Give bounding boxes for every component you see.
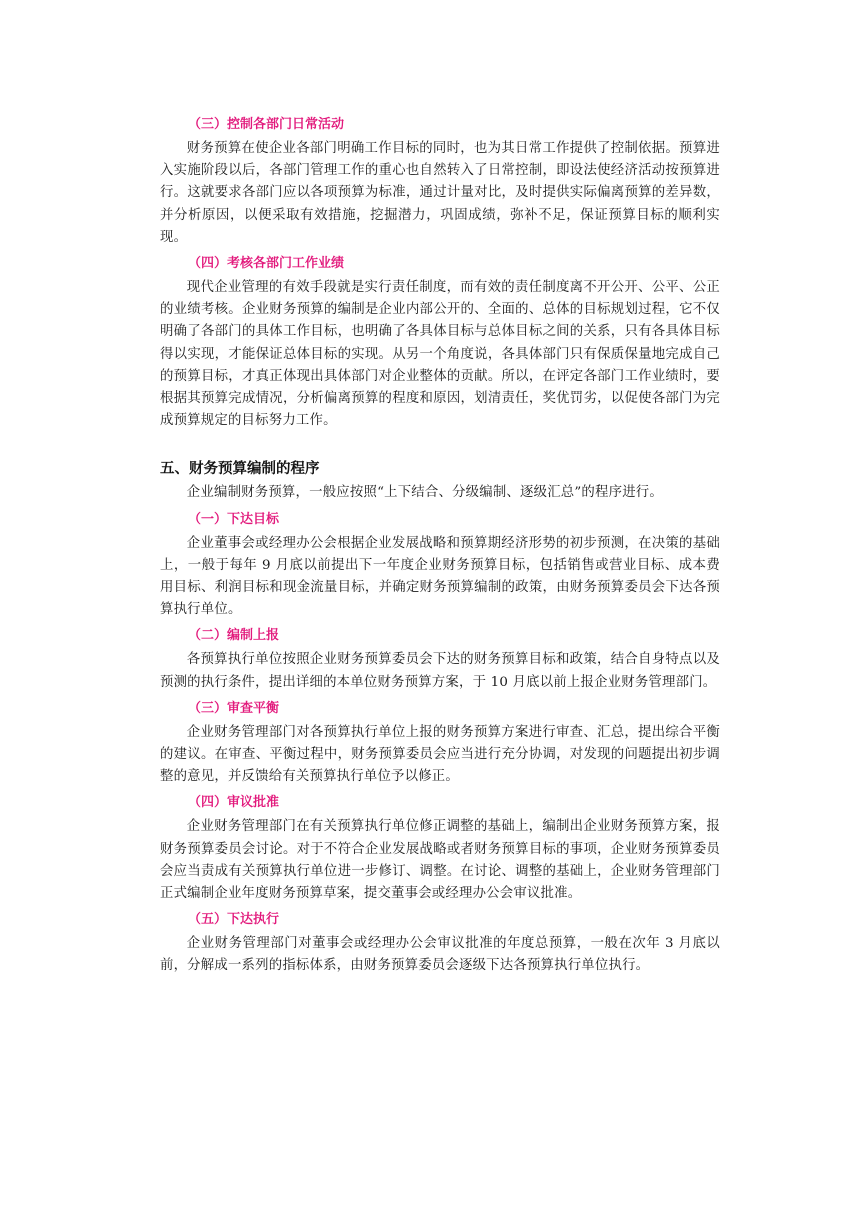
chapter-intro: 企业编制财务预算，一般应按照“上下结合、分级编制、逐级汇总”的程序进行。 [186, 485, 663, 501]
step-paragraph: 企业财务管理部门对董事会或经理办公会审议批准的年度总预算，一般在次年 3 月底以前，分解成一系列的指标体系，由财务预算委员会逐级下达各预算执行单位执行。 [160, 936, 720, 974]
step-paragraph: 企业董事会或经理办公会根据企业发展战略和预算期经济形势的初步预测，在决策的基础上，一般于每年 9 月底以前提出下一年度企业财务预算目标，包括销售或营业目标、成本费用目标、利润目标和现金流量目标，并确定财务预算编制的政策，由财务预算委员会下达各预算执行单位。 [160, 535, 720, 618]
step-heading: （三）审查平衡 [188, 700, 280, 716]
step-heading: （一）下达目标 [188, 511, 280, 527]
body-paragraph: 现代企业管理的有效手段就是实行责任制度，而有效的责任制度离不开公开、公平、公正的业绩考核。企业财务预算的编制是企业内部公开的、全面的、总体的目标规划过程，它不仅明确了各部门的具体工作目标，也明确了各具体目标与总体目标之间的关系，只有各具体目标得以实现，才能保证总体目标的实现。从另一个角度说，各具体部门只有保质保量地完成自己的预算目标，才真正体现出具体部门对企业整体的贡献。所以，在评定各部门工作业绩时，要根据其预算完成情况，分析偏离预算的程度和原因，划清责任，奖优罚劣，以促使各部门为完成预算规定的目标努力工作。 [160, 280, 720, 429]
step-heading: （四）审议批准 [188, 795, 280, 811]
step-paragraph: 企业财务管理部门对各预算执行单位上报的财务预算方案进行审查、汇总，提出综合平衡的建议。在审查、平衡过程中，财务预算委员会应当进行充分协调，对发现的问题提出初步调整的意见，并反馈给有关预算执行单位予以修正。 [160, 724, 720, 785]
step-heading: （二）编制上报 [188, 628, 280, 644]
step-paragraph: 各预算执行单位按照企业财务预算委员会下达的财务预算目标和政策，结合自身特点以及预测的执行条件，提出详细的本单位财务预算方案，于 10 月底以前上报企业财务管理部门。 [160, 652, 720, 690]
section-heading: （三）控制各部门日常活动 [188, 117, 345, 132]
chapter-title: 五、财务预算编制的程序 [160, 461, 320, 478]
body-paragraph: 财务预算在使企业各部门明确工作目标的同时，也为其日常工作提供了控制依据。预算进入实施阶段以后，各部门管理工作的重心也自然转入了日常控制，即设法使经济活动按预算进行。这就要求各部门应以各项预算为标准，通过计量对比，及时提供实际偏离预算的差异数，并分析原因，以便采取有效措施，挖掘潜力，巩固成绩，弥补不足，保证预算目标的顺利实现。 [160, 141, 720, 245]
step-paragraph: 企业财务管理部门在有关预算执行单位修正调整的基础上，编制出企业财务预算方案，报财务预算委员会讨论。对于不符合企业发展战略或者财务预算目标的事项，企业财务预算委员会应当责成有关预算执行单位进一步修订、调整。在讨论、调整的基础上，企业财务管理部门正式编制企业年度财务预算草案，提交董事会或经理办公会审议批准。 [160, 819, 720, 902]
section-heading: （四）考核各部门工作业绩 [188, 256, 345, 272]
step-heading: （五）下达执行 [188, 912, 280, 928]
